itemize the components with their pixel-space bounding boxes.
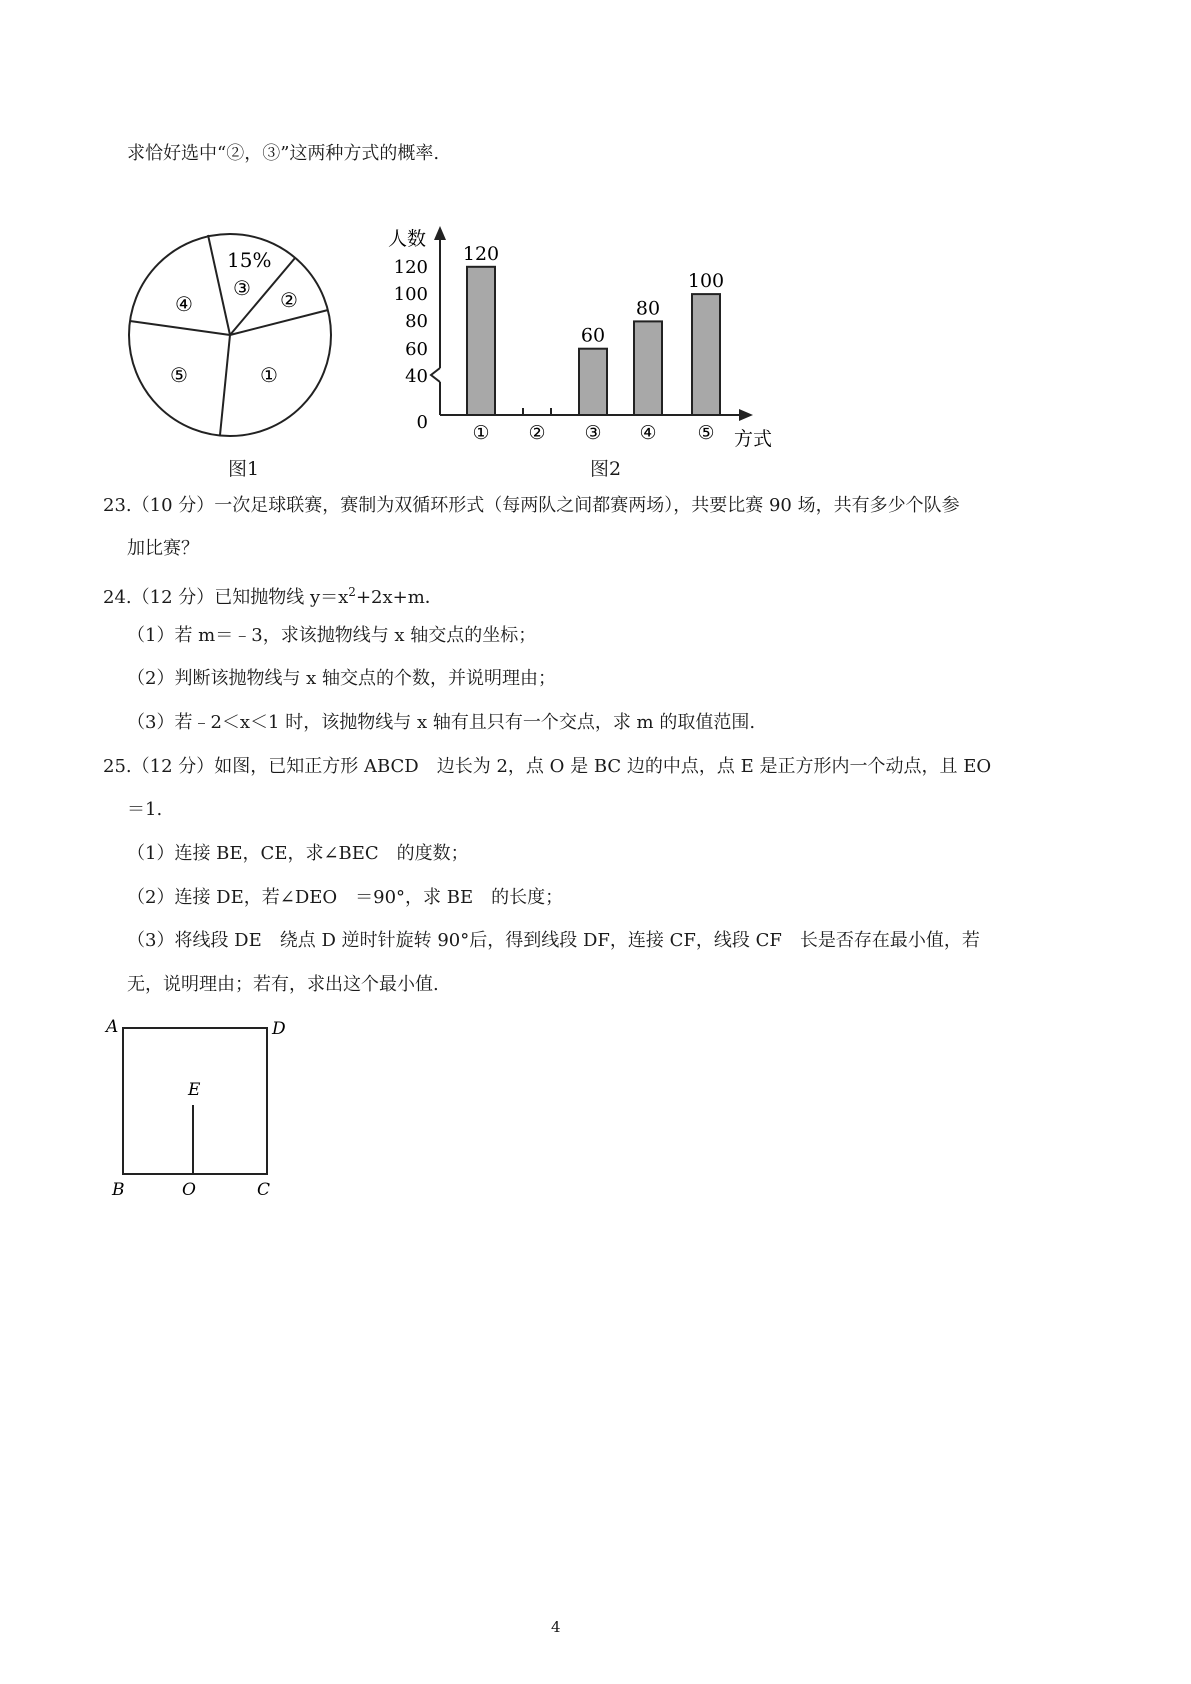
q24-stem-exponent: 2 <box>348 585 356 599</box>
label-c: C <box>257 1180 271 1200</box>
bar-value-label: 80 <box>635 297 661 320</box>
q25-part2: （2）连接 DE，若∠DEO ＝90°，求 BE 的长度； <box>127 887 564 908</box>
q24-part3: （3）若﹣2＜x＜1 时，该抛物线与 x 轴有且只有一个交点，求 m 的取值范围. <box>127 712 756 733</box>
q25-line2: ＝1. <box>127 799 163 820</box>
y-tick-label: 60 <box>405 339 428 360</box>
bar <box>467 267 495 415</box>
x-tick-label: ④ <box>639 422 657 444</box>
q24-stem-prefix: 24.（12 分）已知抛物线 y＝x <box>103 587 349 608</box>
bar-value-label: 60 <box>580 324 606 347</box>
x-tick-label: ③ <box>584 422 602 444</box>
x-axis-title: 方式 <box>734 428 773 450</box>
y-axis-arrow <box>434 226 446 240</box>
square-abcd <box>123 1028 267 1174</box>
q25-part1: （1）连接 BE，CE，求∠BEC 的度数； <box>127 843 469 864</box>
label-a: A <box>106 1017 119 1037</box>
y-axis-title: 人数 <box>388 228 427 250</box>
y-tick-label: 40 <box>405 366 428 387</box>
x-tick-label: ① <box>472 422 490 444</box>
pie-divider <box>220 335 230 435</box>
label-o: O <box>182 1180 196 1200</box>
q24-part2: （2）判断该抛物线与 x 轴交点的个数，并说明理由； <box>127 668 557 689</box>
y-tick-label: 80 <box>405 311 428 332</box>
pie-label-percent: 15% <box>227 248 272 272</box>
square-figure <box>100 1015 310 1205</box>
q25-part4: 无，说明理由；若有，求出这个最小值. <box>127 974 439 995</box>
bar <box>579 349 607 415</box>
y-tick-label: 0 <box>416 412 428 433</box>
bar-value-label: 100 <box>687 270 725 293</box>
x-tick-label: ② <box>528 422 546 444</box>
y-tick-label: 120 <box>393 257 428 278</box>
pie-label-4: ④ <box>175 292 193 316</box>
figure1-pie <box>120 225 340 445</box>
figure2-bar-chart <box>380 222 800 462</box>
label-b: B <box>112 1180 125 1200</box>
q23-line1: 23.（10 分）一次足球联赛，赛制为双循环形式（每两队之间都赛两场），共要比赛 90 场，共有多少个队参 <box>103 495 960 516</box>
q24-stem-suffix: +2x+m． <box>355 587 443 608</box>
bar <box>692 294 720 415</box>
q25-part3: （3）将线段 DE 绕点 D 逆时针旋转 90°后，得到线段 DF，连接 CF，线段 CF 长是否存在最小值，若 <box>127 930 980 951</box>
y-tick-label: 100 <box>393 284 428 305</box>
figure1-caption: 图1 <box>228 458 260 480</box>
x-tick-label: ⑤ <box>697 422 715 444</box>
page-number: 4 <box>551 1618 561 1636</box>
y-axis-break <box>431 368 440 382</box>
x-axis-arrow <box>739 409 753 421</box>
pie-label-2: ② <box>280 288 298 312</box>
figure2-caption: 图2 <box>590 458 622 480</box>
q25-line1: 25.（12 分）如图，已知正方形 ABCD 边长为 2，点 O 是 BC 边的中点，点 E 是正方形内一个动点，且 EO <box>103 756 992 777</box>
pie-label-1: ① <box>260 363 278 387</box>
pie-divider <box>130 321 230 335</box>
q24-stem <box>103 580 443 610</box>
pie-label-3: ③ <box>233 276 251 300</box>
pie-divider <box>230 310 328 335</box>
bar-value-label: 120 <box>462 242 500 265</box>
bar <box>634 321 662 415</box>
q24-part1: （1）若 m＝﹣3，求该抛物线与 x 轴交点的坐标； <box>127 625 537 646</box>
pie-label-5: ⑤ <box>170 363 188 387</box>
intro-line: 求恰好选中“②，③”这两种方式的概率. <box>127 143 440 164</box>
q23-line2: 加比赛？ <box>127 538 199 559</box>
label-d: D <box>272 1019 286 1039</box>
label-e: E <box>188 1080 201 1100</box>
